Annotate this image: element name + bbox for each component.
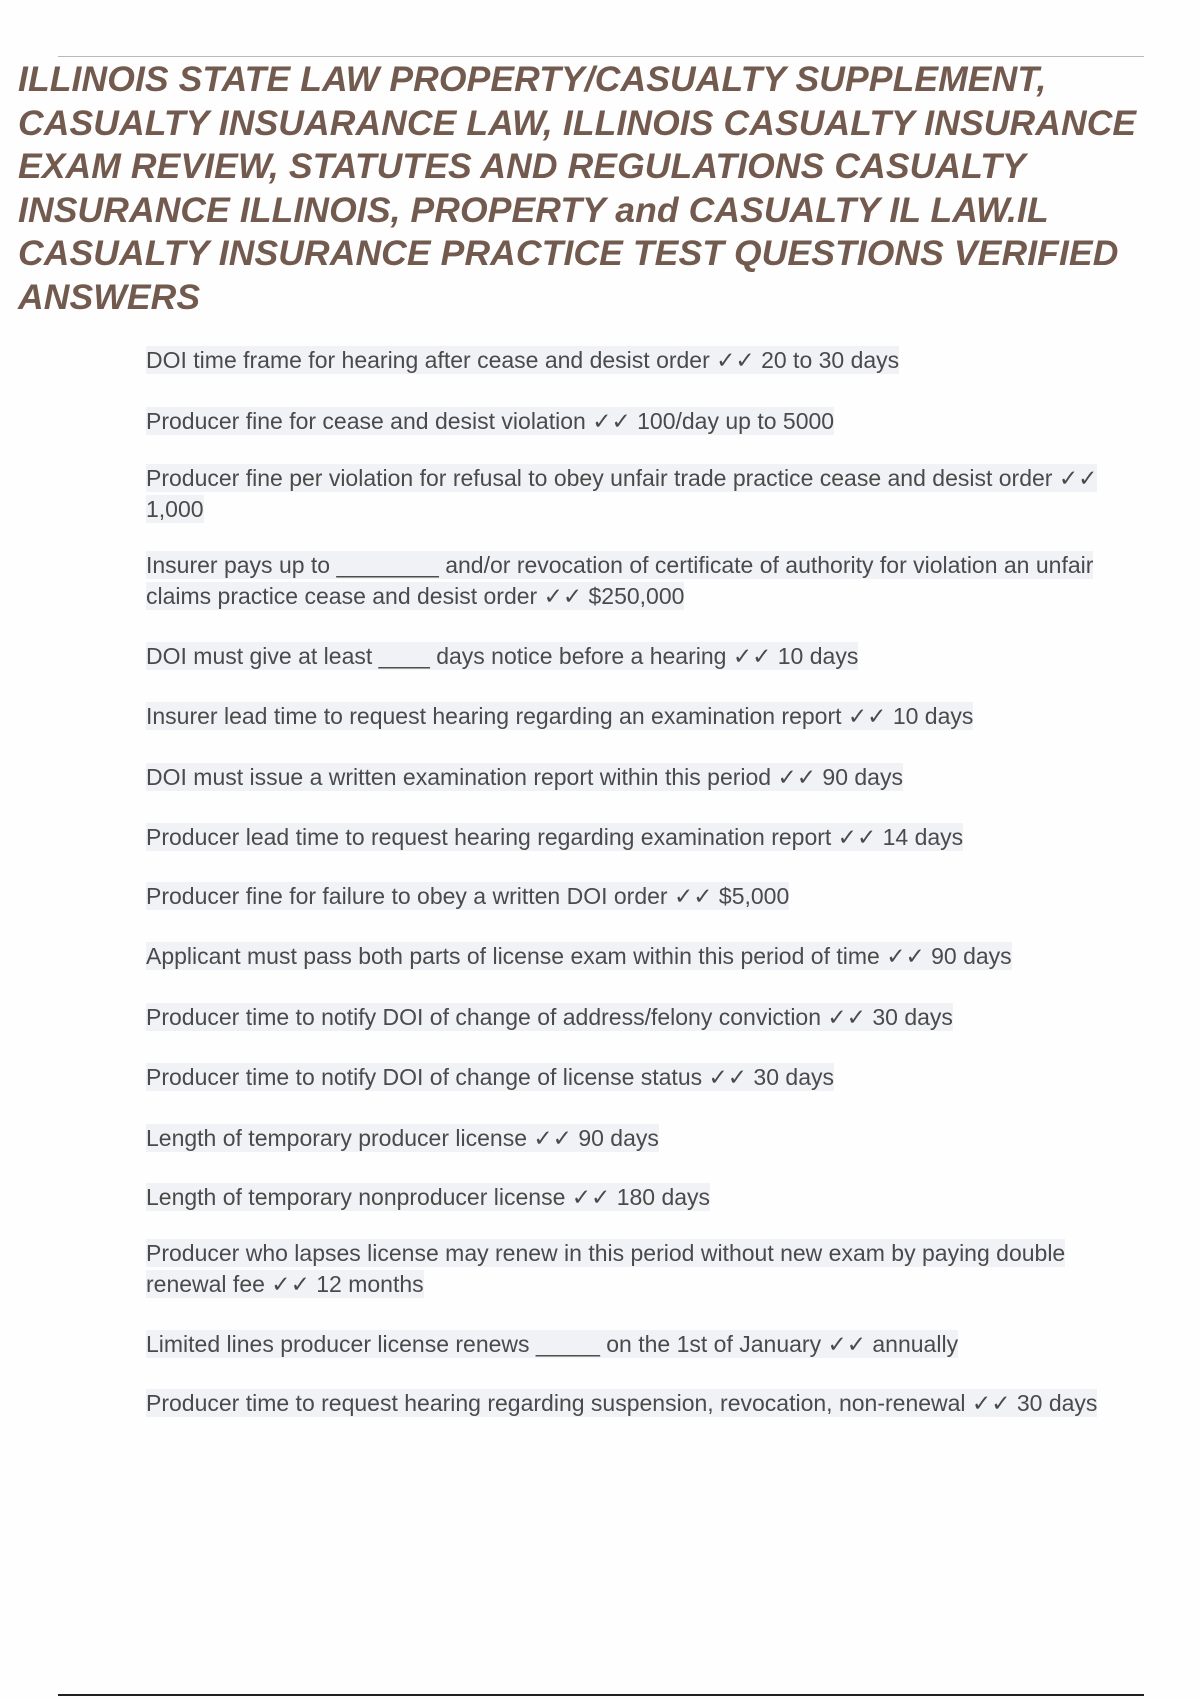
qa-item	[146, 1388, 1106, 1419]
qa-item	[146, 345, 1106, 376]
qa-item	[146, 463, 1106, 525]
qa-item	[146, 941, 1106, 972]
qa-text: Producer fine per violation for refusal to obey unfair trade practice cease and desist order ✓✓ 1,000	[146, 465, 1098, 522]
qa-item	[146, 762, 1106, 793]
qa-text: Length of temporary producer license ✓✓ 90 days	[146, 1125, 659, 1151]
qa-item	[146, 1123, 1106, 1154]
qa-item	[146, 701, 1106, 732]
qa-text: Producer fine for cease and desist violation ✓✓ 100/day up to 5000	[146, 408, 835, 434]
qa-text: Producer lead time to request hearing regarding examination report ✓✓ 14 days	[146, 824, 964, 850]
qa-item	[146, 406, 1106, 437]
qa-text: Producer time to notify DOI of change of address/felony conviction ✓✓ 30 days	[146, 1004, 953, 1030]
qa-text: Producer time to request hearing regarding suspension, revocation, non-renewal ✓✓ 30 days	[146, 1390, 1098, 1416]
qa-text: Insurer lead time to request hearing regarding an examination report ✓✓ 10 days	[146, 703, 974, 729]
qa-text: Producer who lapses license may renew in this period without new exam by paying double renewal fee ✓✓ 12 months	[146, 1240, 1066, 1297]
qa-item	[146, 1002, 1106, 1033]
qa-text: DOI time frame for hearing after cease and desist order ✓✓ 20 to 30 days	[146, 347, 900, 373]
qa-text: Producer fine for failure to obey a written DOI order ✓✓ $5,000	[146, 883, 790, 909]
qa-text: DOI must issue a written examination report within this period ✓✓ 90 days	[146, 764, 903, 790]
qa-text: Applicant must pass both parts of license exam within this period of time ✓✓ 90 days	[146, 943, 1012, 969]
qa-item	[146, 1062, 1106, 1093]
qa-text: Producer time to notify DOI of change of license status ✓✓ 30 days	[146, 1064, 834, 1090]
bottom-divider	[58, 1694, 1144, 1696]
qa-text: Insurer pays up to ________ and/or revocation of certificate of authority for violation an unfair claims practice cease and desist order ✓✓ $250,000	[146, 552, 1094, 609]
document-title: ILLINOIS STATE LAW PROPERTY/CASUALTY SUPPLEMENT, CASUALTY INSUARANCE LAW, ILLINOIS CASUALTY INSURANCE EXAM REVIEW, STATUTES AND REGULATIONS CASUALTY INSURANCE ILLINOIS, PROPERTY and CASUALTY IL LAW.IL CASUALTY INSURANCE PRACTICE TEST QUESTIONS VERIFIED ANSWERS	[18, 59, 1137, 317]
qa-item	[146, 1238, 1106, 1300]
qa-text: DOI must give at least ____ days notice before a hearing ✓✓ 10 days	[146, 643, 859, 669]
qa-item	[146, 1182, 1106, 1213]
qa-item	[146, 641, 1106, 672]
qa-item	[146, 822, 1106, 853]
qa-text: Length of temporary nonproducer license ✓✓ 180 days	[146, 1184, 711, 1210]
qa-item	[146, 550, 1106, 612]
qa-item	[146, 881, 1106, 912]
qa-item	[146, 1329, 1106, 1360]
top-divider	[58, 56, 1144, 57]
qa-text: Limited lines producer license renews _____ on the 1st of January ✓✓ annually	[146, 1331, 959, 1357]
